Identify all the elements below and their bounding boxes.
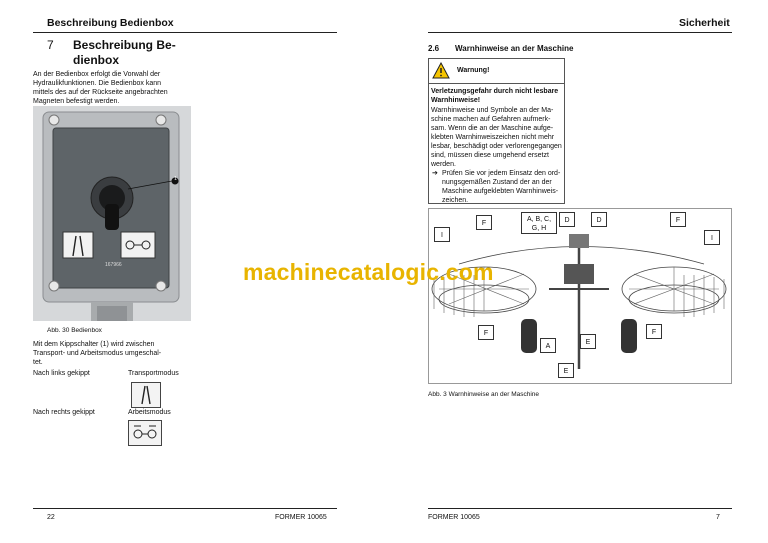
check-line: zeichen. bbox=[442, 197, 469, 204]
warning-line: sam. Wenn die an der Maschine aufge- bbox=[431, 125, 554, 132]
right-header-rule bbox=[428, 32, 732, 33]
warning-bold-line: Verletzungsgefahr durch nicht lesbare bbox=[431, 88, 559, 95]
check-line: nungsgemäßen Zustand der an der bbox=[442, 179, 552, 186]
watermark-text: machinecatalogic.com bbox=[243, 259, 494, 285]
left-page-number: 22 bbox=[47, 514, 55, 521]
check-line: Maschine aufgeklebten Warnhinweis- bbox=[442, 188, 559, 195]
label-f-bottom-right: F bbox=[646, 324, 662, 339]
mode-right-label: Nach rechts gekippt bbox=[33, 409, 95, 416]
left-section-number: 7 bbox=[47, 38, 54, 52]
label-f-top-left: F bbox=[476, 215, 492, 230]
warning-triangle-icon bbox=[432, 62, 450, 79]
warning-line: werden. bbox=[431, 161, 456, 168]
right-figure-caption: Abb. 3 Warnhinweise an der Maschine bbox=[428, 391, 540, 398]
label-i-left: I bbox=[434, 227, 450, 242]
left-section-title-line2: dienbox bbox=[73, 53, 120, 67]
label-f-top-right: F bbox=[670, 212, 686, 227]
mode-left-label: Nach links gekippt bbox=[33, 370, 90, 377]
control-box-photo bbox=[33, 106, 191, 321]
intro-line: Magneten befestigt werden. bbox=[33, 98, 120, 105]
warning-label: Warnung! bbox=[457, 67, 490, 74]
warning-line: klebten Warnhinweiszeichen nicht mehr bbox=[431, 134, 555, 141]
rotor-icon bbox=[129, 421, 161, 445]
left-footer-model: FORMER 10065 bbox=[275, 514, 327, 521]
warning-line: Warnhinweise und Symbole an der Ma- bbox=[431, 107, 554, 114]
intro-line: Hydraulikfunktionen. Die Bedienbox kann bbox=[33, 80, 162, 87]
switch-description bbox=[33, 340, 193, 367]
road-icon bbox=[132, 383, 160, 407]
transport-mode-icon bbox=[131, 382, 161, 408]
label-a: A bbox=[540, 338, 556, 353]
left-figure-caption: Abb. 30 Bedienbox bbox=[47, 327, 102, 334]
warning-header-box bbox=[428, 58, 565, 84]
right-section-number: 2.6 bbox=[428, 44, 440, 53]
work-mode-icon bbox=[128, 420, 162, 446]
left-intro-text bbox=[33, 70, 193, 106]
switch-line: Transport- und Arbeitsmodus umgeschal- bbox=[33, 350, 162, 357]
left-header-rule bbox=[33, 32, 337, 33]
mode-transport-label: Transportmodus bbox=[128, 370, 179, 377]
warning-body-box bbox=[428, 84, 565, 204]
label-f-bottom-left: F bbox=[478, 325, 494, 340]
switch-line: Mit dem Kippschalter (1) wird zwischen bbox=[33, 341, 155, 348]
label-abcgh-line1: A, B, C, bbox=[526, 216, 552, 223]
label-abcgh bbox=[521, 212, 557, 234]
label-abcgh-line2: G, H bbox=[531, 225, 547, 232]
label-i-right: I bbox=[704, 230, 720, 245]
callout-number: 1 bbox=[174, 176, 177, 182]
warning-line: lesbar, beschädigt oder verlorengegangen bbox=[431, 143, 562, 150]
intro-line: An der Bedienbox erfolgt die Vorwahl der bbox=[33, 71, 161, 78]
callout-line bbox=[33, 106, 191, 321]
left-page-header: Beschreibung Bedienbox bbox=[47, 17, 174, 29]
arrow-right-icon: ➔ bbox=[432, 170, 438, 177]
warning-bold-text bbox=[431, 87, 558, 105]
label-e-lower: E bbox=[558, 363, 574, 378]
right-footer-model: FORMER 10065 bbox=[428, 514, 480, 521]
check-line: Prüfen Sie vor jedem Einsatz den ord- bbox=[442, 170, 561, 177]
label-d-left: D bbox=[559, 212, 575, 227]
left-section-title-line1: Beschreibung Be- bbox=[73, 38, 176, 52]
left-footer-rule bbox=[33, 508, 337, 509]
warning-body-text bbox=[431, 106, 565, 169]
intro-line: mittels des auf der Rückseite angebrachten bbox=[33, 89, 168, 96]
photo-code-text: 167966 bbox=[105, 262, 122, 268]
label-e-upper: E bbox=[580, 334, 596, 349]
mode-work-label: Arbeitsmodus bbox=[128, 409, 171, 416]
right-footer-rule bbox=[428, 508, 732, 509]
right-section-title: Warnhinweise an der Maschine bbox=[455, 44, 574, 53]
left-section-title bbox=[73, 38, 176, 68]
check-instruction bbox=[442, 169, 564, 205]
right-page-header: Sicherheit bbox=[679, 17, 730, 29]
machine-diagram bbox=[428, 208, 732, 384]
rake-machine-illustration bbox=[429, 209, 731, 383]
label-d-right: D bbox=[591, 212, 607, 227]
warning-line: schine machen auf Gefahren aufmerk- bbox=[431, 116, 551, 123]
switch-line: tet. bbox=[33, 359, 43, 366]
right-page-number: 7 bbox=[716, 514, 720, 521]
warning-line: sind, müssen diese umgehend ersetzt bbox=[431, 152, 549, 159]
warning-bold-line: Warnhinweise! bbox=[431, 97, 481, 104]
